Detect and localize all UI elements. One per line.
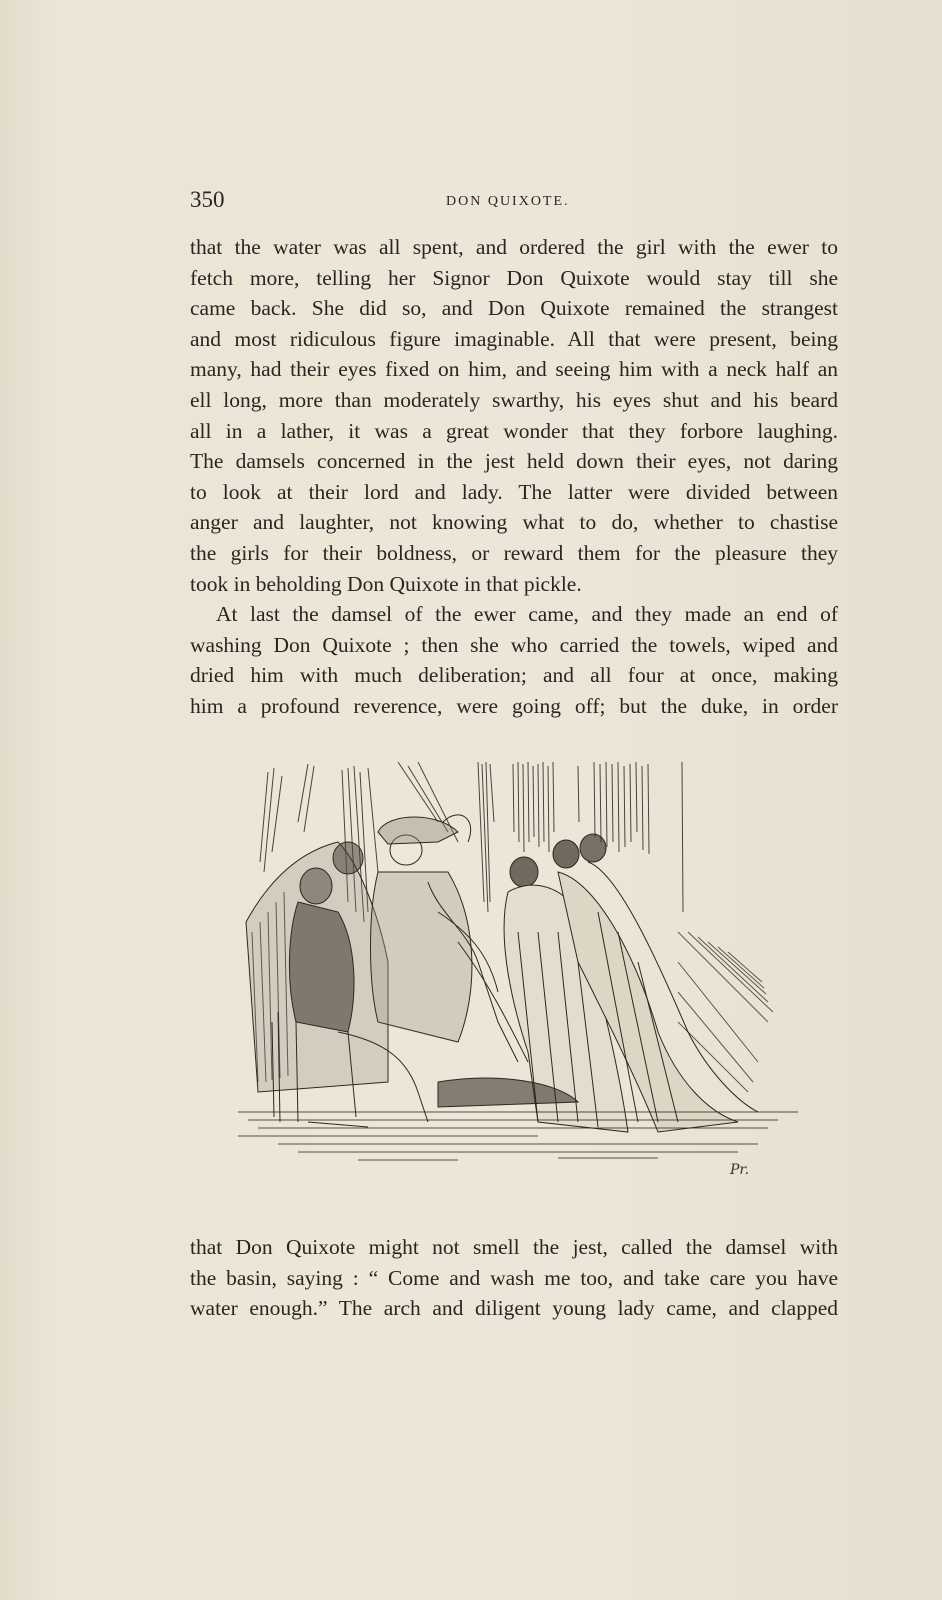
- running-title: DON QUIXOTE.: [446, 194, 570, 209]
- text-line: came back. She did so, and Don Quixote remained the strangest: [190, 296, 838, 321]
- text-line: water enough.” The arch and diligent young lady came, and clapped: [190, 1296, 838, 1321]
- body-text-bottom: [190, 1232, 838, 1324]
- text-line: many, had their eyes fixed on him, and seeing him with a neck half an: [190, 357, 838, 382]
- text-line: fetch more, telling her Signor Don Quixote would stay till she: [190, 265, 838, 290]
- text-line: all in a lather, it was a great wonder that they forbore laughing.: [190, 418, 838, 443]
- page-number: 350: [190, 187, 225, 212]
- text-line: that the water was all spent, and ordered the girl with the ewer to: [190, 235, 838, 259]
- text-line: him a profound reverence, were going off; but the duke, in order: [190, 693, 838, 718]
- text-line: the basin, saying : “ Come and wash me too, and take care you have: [190, 1265, 838, 1290]
- text-line: and most ridiculous figure imaginable. All that were present, being: [190, 326, 838, 351]
- right-wall-hatching: [678, 932, 773, 1092]
- engraving-illustration: [238, 762, 798, 1192]
- page-header: [190, 187, 840, 217]
- text-line: dried him with much deliberation; and all four at once, making: [190, 663, 838, 688]
- text-line: took in beholding Don Quixote in that pickle.: [190, 571, 582, 596]
- text-line: that Don Quixote might not smell the jest, called the damsel with: [190, 1235, 838, 1259]
- text-line: The damsels concerned in the jest held down their eyes, not daring: [190, 449, 838, 474]
- text-line: ell long, more than moderately swarthy, his eyes shut and his beard: [190, 387, 838, 412]
- text-line: anger and laughter, not knowing what to do, whether to chastise: [190, 510, 838, 535]
- body-text-top: [190, 232, 838, 722]
- text-line: At last the damsel of the ewer came, and they made an end of: [216, 602, 838, 627]
- text-line: washing Don Quixote ; then she who carried the towels, wiped and: [190, 632, 838, 657]
- text-line: the girls for their boldness, or reward them for the pleasure they: [190, 540, 838, 565]
- text-line: to look at their lord and lady. The latter were divided between: [190, 479, 838, 504]
- engraver-signature: Pr.: [730, 1162, 750, 1178]
